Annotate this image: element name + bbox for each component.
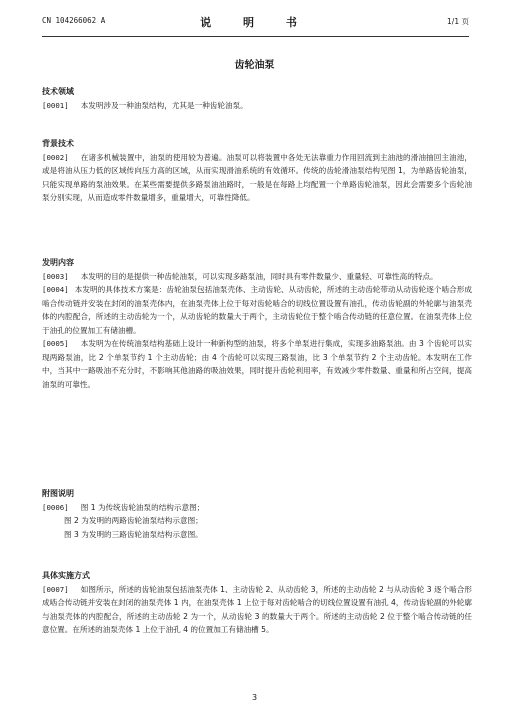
paragraph-number: [0006]	[42, 502, 69, 512]
paragraph-text: 本发明的目的是提供一种齿轮油泵，可以实现多路泵油，同时具有零件数量少、重量轻、可靠性高的特点。	[80, 271, 438, 281]
section-technical-field	[42, 85, 472, 112]
document-title: 齿轮油泵	[234, 60, 275, 71]
section-heading: 具体实施方式	[42, 571, 90, 580]
section-heading: 附图说明	[42, 489, 74, 498]
paragraph-text: 本发明为在传统油泵结构基础上设计一种新构型的油泵，将多个单泵进行集成，实现多油路泵油。由 3 个齿轮可以实现两路泵油，比 2 个单泵节约 1 个主动齿轮；由 4 个齿轮可以实现三路泵油，比 3 个单泵节约 2 个主动齿轮。本发明在工作中，当其中一路吸油不充分时，不影响其他油路的吸油效果，同时提升齿轮利用率，有效减少零件数量、重量和所占空间，提高油泵的可靠性。	[42, 339, 472, 389]
page-of-indicator: 1/1 页	[447, 17, 469, 26]
paragraph-text: 如图所示，所述的齿轮油泵包括油泵壳体 1、主动齿轮 2、从动齿轮 3，所述的主动齿轮 2 与从动齿轮 3 逐个啮合形成啮合传动链并安装在封闭的油泵壳体 1 内，在油泵壳体 1 上位于每对齿轮啮合的切线位置设置有油孔 4，传动齿轮副的外轮廓与油泵壳体的内腔配合，所述的主动齿轮 2 为一个，从动齿轮 3 的数量大于两个。所述的主动齿轮 2 位于整个啮合传动链的任意位置。在所述的油泵壳体 1 上位于油孔 4 的位置加工有储油槽 5。	[42, 584, 472, 634]
section-heading: 发明内容	[42, 258, 74, 267]
header-section-title: 说 明 书	[200, 16, 311, 29]
paragraph-number: [0003]	[42, 271, 69, 281]
section-heading: 背景技术	[42, 139, 74, 148]
paragraph-number: [0004]	[42, 285, 69, 294]
paragraph-text: 本发明的具体技术方案是：齿轮油泵包括油泵壳体、主动齿轮、从动齿轮，所述的主动齿轮带动从动齿轮逐个啮合形成啮合传动链并安装在封闭的油泵壳体内，在油泵壳体上位于每对齿轮啮合的切线位置设置有油孔，传动齿轮副的外轮廓与油泵壳体的内腔配合，所述的主动齿轮为一个，从动齿轮的数量大于两个，主动齿轮位于整个啮合传动链的任意位置。在油泵壳体上位于油孔的位置加工有储油槽。	[42, 285, 472, 335]
paragraph	[42, 99, 472, 113]
paragraph-number: [0001]	[42, 100, 69, 110]
document-number: CN 104266062 A	[42, 16, 106, 25]
paragraph-number: [0002]	[42, 152, 69, 162]
paragraph-text: 本发明涉及一种油泵结构，尤其是一种齿轮油泵。	[80, 100, 248, 110]
section-embodiment	[42, 569, 472, 637]
paragraph	[42, 151, 472, 205]
paragraph-number: [0007]	[42, 584, 69, 594]
paragraph	[42, 283, 472, 337]
section-summary	[42, 256, 472, 391]
section-background	[42, 137, 472, 205]
section-drawings	[42, 487, 472, 541]
paragraph	[42, 583, 472, 637]
paragraph-number: [0005]	[42, 339, 69, 348]
page-number: 3	[251, 693, 258, 702]
paragraph	[42, 337, 472, 391]
page-header	[42, 14, 469, 37]
section-heading: 技术领域	[42, 87, 74, 96]
paragraph-text: 图 1 为传统齿轮油泵的结构示意图；	[80, 502, 205, 512]
figure-caption-line: 图 2 为发明的两路齿轮油泵结构示意图；	[64, 516, 203, 525]
paragraph	[42, 270, 472, 284]
figure-caption-line: 图 3 为发明的三路齿轮油泵结构示意图。	[64, 529, 203, 539]
paragraph	[42, 501, 472, 515]
paragraph-text: 在诸多机械装置中，油泵的使用较为普遍。油泵可以将装置中各处无法靠重力作用回流到主油池的滑油抽回主油池，或是将油从压力低的区域传向压力高的区域，从而实现滑油系统的有效循环。传统的齿轮滑油泵结构见图 1，为单路齿轮油泵，只能实现单路的泵油效果。在某些需要提供多路泵油油路时，一般是在每路上均配置一个单路齿轮油泵，因此会需要多个齿轮油泵分别实现，从而造成零件数量增多，重量增大，可靠性降低。	[42, 152, 472, 202]
